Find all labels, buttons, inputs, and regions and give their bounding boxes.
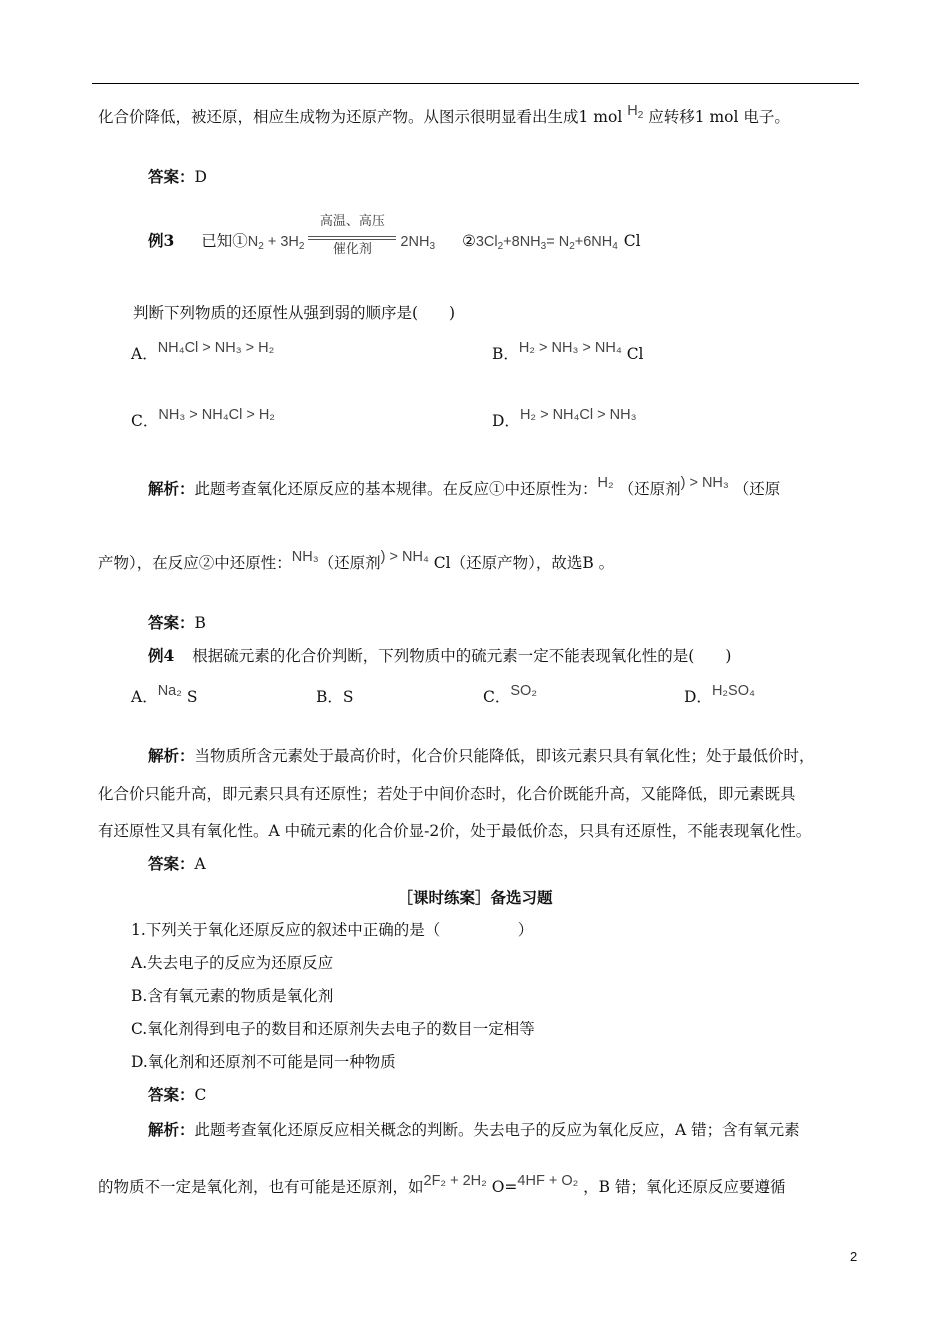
solution-3-line-1: 解析：此题考查氧化还原反应的基本规律。在反应①中还原性为：H₂ （还原剂) > NH₃ （还原 (148, 475, 781, 498)
text-segment: 已知① (201, 232, 248, 250)
option-a: A．NH₄Cl > NH₃ > H₂ (131, 340, 275, 363)
option-d: D．H₂ > NH₄Cl > NH₃ (492, 407, 637, 430)
answer-line (148, 1084, 206, 1106)
answer-label: 答案： (148, 167, 195, 186)
question-1: 1.下列关于氧化还原反应的叙述中正确的是（ ） (131, 921, 534, 939)
answer-value: D (194, 168, 207, 186)
formula: ) > NH₃ (680, 475, 729, 491)
option-a: A．Na₂ S (131, 683, 198, 706)
option-b: B．H₂ > NH₃ > NH₄ Cl (492, 340, 644, 363)
formula: Na₂ (157, 683, 182, 699)
example-label: 例3 (148, 231, 175, 250)
page-number: 2 (850, 1249, 858, 1264)
header-rule (92, 83, 859, 84)
solution-5-line-1: 解析：此题考查氧化还原反应相关概念的判断。失去电子的反应为氧化反应，A 错；含有氧元素 (148, 1120, 800, 1139)
condition-top: 高温、高压 (319, 214, 385, 229)
solution-4-line-3: 有还原性又具有氧化性。A 中硫元素的化合价显-2价，处于最低价态，只具有还原性，不能表现氧化性。 (98, 822, 812, 840)
text-segment: 化合价降低，被还原，相应生成物为还原产物。从图示很明显看出生成1 mol (98, 108, 628, 126)
answer-value: B (194, 614, 206, 632)
solution-3-line-2: 产物），在反应②中还原性：NH₃（还原剂) > NH₄ Cl（还原产物），故选B 。 (98, 549, 615, 572)
formula: 2F₂ + 2H₂ (423, 1173, 487, 1189)
example-3-line (148, 214, 641, 258)
solution-label: 解析： (148, 746, 195, 765)
formula: NH₄Cl > NH₃ > H₂ (157, 340, 275, 356)
answer-value: A (194, 855, 206, 873)
option-c: C．NH₃ > NH₄Cl > H₂ (131, 407, 275, 430)
example-label: 例4 (148, 646, 175, 665)
answer-label: 答案： (148, 1085, 195, 1104)
formula-n2: $N_2 + 3H_2$ (247, 234, 305, 252)
answer-line (148, 166, 207, 188)
answer-value: C (194, 1086, 207, 1104)
solution-4-line-2: 化合价只能升高，即元素只具有还原性；若处于中间价态时，化合价既能升高，又能降低，即元素既具 (98, 785, 796, 803)
solution-label: 解析： (148, 479, 195, 498)
solution-5-line-2: 的物质不一定是氧化剂，也有可能是还原剂，如2F₂ + 2H₂ O=4HF + O₂ ，B 错；氧化还原反应要遵循 (98, 1173, 786, 1196)
answer-line (148, 853, 206, 875)
option-d: D.氧化剂和还原剂不可能是同一种物质 (131, 1053, 396, 1071)
formula: H₂ > NH₄Cl > NH₃ (519, 407, 637, 423)
option-a: A.失去电子的反应为还原反应 (131, 954, 334, 972)
text-segment: ② (461, 232, 476, 250)
answer-label: 答案： (148, 854, 195, 873)
text-segment: 应转移1 mol 电子。 (643, 108, 790, 126)
solution-4-line-1: 解析：当物质所含元素处于最高价时，化合价只能降低，即该元素只具有氧化性；处于最低价时， (148, 746, 815, 765)
answer-line (148, 612, 206, 634)
formula: 4HF + O₂ (517, 1173, 579, 1189)
formula-h2: $H_2$ (627, 103, 644, 121)
section-title: ［课时练案］备选习题 (397, 888, 553, 907)
answer-label: 答案： (148, 613, 195, 632)
formula: NH₃ > NH₄Cl > H₂ (158, 407, 275, 423)
formula: H₂SO₄ (711, 683, 755, 699)
option-c: C.氧化剂得到电子的数目和还原剂失去电子的数目一定相等 (131, 1020, 535, 1038)
formula-reaction-2: $3Cl_2+8NH_3= N_2+6NH_4$ (475, 234, 618, 252)
option-d: D．H₂SO₄ (684, 683, 755, 706)
formula: ) > NH₄ (380, 549, 429, 565)
text-segment: Cl (623, 232, 641, 250)
formula-nh3: $2NH_3$ (400, 234, 435, 252)
formula: NH₃ (291, 549, 319, 565)
question-3: 判断下列物质的还原性从强到弱的顺序是( ) (133, 304, 456, 322)
condition-bottom: 催化剂 (332, 242, 372, 257)
formula: H₂ > NH₃ > NH₄ (518, 340, 622, 356)
formula: H₂ (597, 475, 614, 491)
option-b: B．S (316, 688, 354, 706)
reaction-arrow (308, 214, 396, 257)
option-c: C．SO₂ (483, 683, 537, 706)
solution-label: 解析： (148, 1120, 195, 1139)
option-b: B.含有氧元素的物质是氧化剂 (131, 987, 334, 1005)
formula: SO₂ (510, 683, 537, 699)
text-line (98, 103, 790, 134)
example-4-line: 例4 根据硫元素的化合价判断，下列物质中的硫元素一定不能表现氧化性的是( ) (148, 646, 732, 665)
